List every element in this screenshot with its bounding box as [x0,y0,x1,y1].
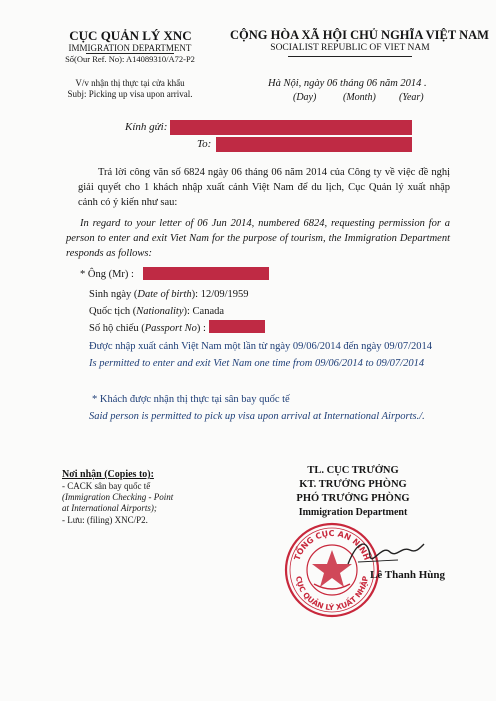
subject-en: Subj: Picking up visa upon arrival. [67,89,193,99]
signature-line-1: TL. CỤC TRƯỞNG [307,465,399,476]
signature-line-2: KT. TRƯỞNG PHÒNG [299,479,407,490]
date-line: Hà Nội, ngày 06 tháng 06 năm 2014 . [268,78,427,89]
redacted-recipient [170,120,412,135]
copies-item-2: - Lưu: (filing) XNC/P2. [62,515,148,525]
subject-vi: V/v nhận thị thực tại cửa khẩu [75,78,185,88]
svg-text:CỤC QUẢN LÝ XUẤT NHẬP: CỤC QUẢN LÝ XUẤT NHẬP [293,575,371,613]
kinh-gui-label: Kính gửi: [125,121,168,133]
dob-line: Sinh ngày (Date of birth): 12/09/1959 [89,289,249,300]
copies-item-1-vi: - CACK sân bay quốc tế [62,481,151,491]
reference-number: Số(Our Ref. No): A14089310/A72-P2 [65,54,195,64]
signature-line-3: PHÓ TRƯỞNG PHÒNG [296,493,410,504]
copies-heading: Nơi nhận (Copies to): [62,469,154,480]
redacted-name [143,267,269,280]
signature-line-4: Immigration Department [298,507,408,518]
agency-underline [86,53,174,54]
passport-line: Số hộ chiếu (Passport No) : [89,323,206,334]
paragraph-en: In regard to your letter of 06 Jun 2014, numbered 6824, requesting permission for a person to enter and exit Viet Nam for the purpose of tourism, the Immigration Department responds as follows: [66,218,450,259]
permit-vi: Được nhập xuất cảnh Việt Nam một lần từ ngày 09/06/2014 đến ngày 09/07/2014 [89,341,433,352]
paragraph-vi: Trả lời công văn số 6824 ngày 06 tháng 06 năm 2014 của Công ty về việc đề nghị giải quyết cho 1 khách nhập xuất cảnh Việt Nam để du lịch, Cục Quản lý xuất nhập cảnh có ý kiến như sau: [78,167,450,208]
republic-title-vi: CỘNG HÒA XÃ HỘI CHỦ NGHĨA VIỆT NAM [230,28,489,42]
signer-name: Lê Thanh Hùng [370,569,446,581]
republic-title-en: SOCIALIST REPUBLIC OF VIET NAM [270,43,430,53]
agency-name: CỤC QUẢN LÝ XNC [69,28,192,43]
nationality-line: Quốc tịch (Nationality): Canada [89,306,225,317]
permit-en: Is permitted to enter and exit Viet Nam one time from 09/06/2014 to 09/07/2014 [89,358,425,369]
date-day-label: (Day) [293,92,317,103]
airport-note-en: Said person is permitted to pick up visa upon arrival at International Airports./. [89,411,425,422]
name-label: * Ông (Mr) : [80,269,134,280]
redacted-passport [209,320,265,333]
svg-text:TỔNG CỤC AN NINH: TỔNG CỤC AN NINH [292,528,372,562]
copies-item-1-en-a: (Immigration Checking - Point [62,492,174,502]
redacted-recipient-en [216,137,412,152]
copies-item-1-en-b: at International Airports); [62,503,157,513]
to-label: To: [197,138,212,150]
agency-department: IMMIGRATION DEPARTMENT [68,43,192,53]
date-month-label: (Month) [343,92,376,103]
handwritten-signature-icon [338,534,428,574]
airport-note-vi: * Khách được nhận thị thực tại sân bay quốc tế [92,394,290,405]
date-year-label: (Year) [399,92,424,103]
republic-underline [288,56,412,57]
